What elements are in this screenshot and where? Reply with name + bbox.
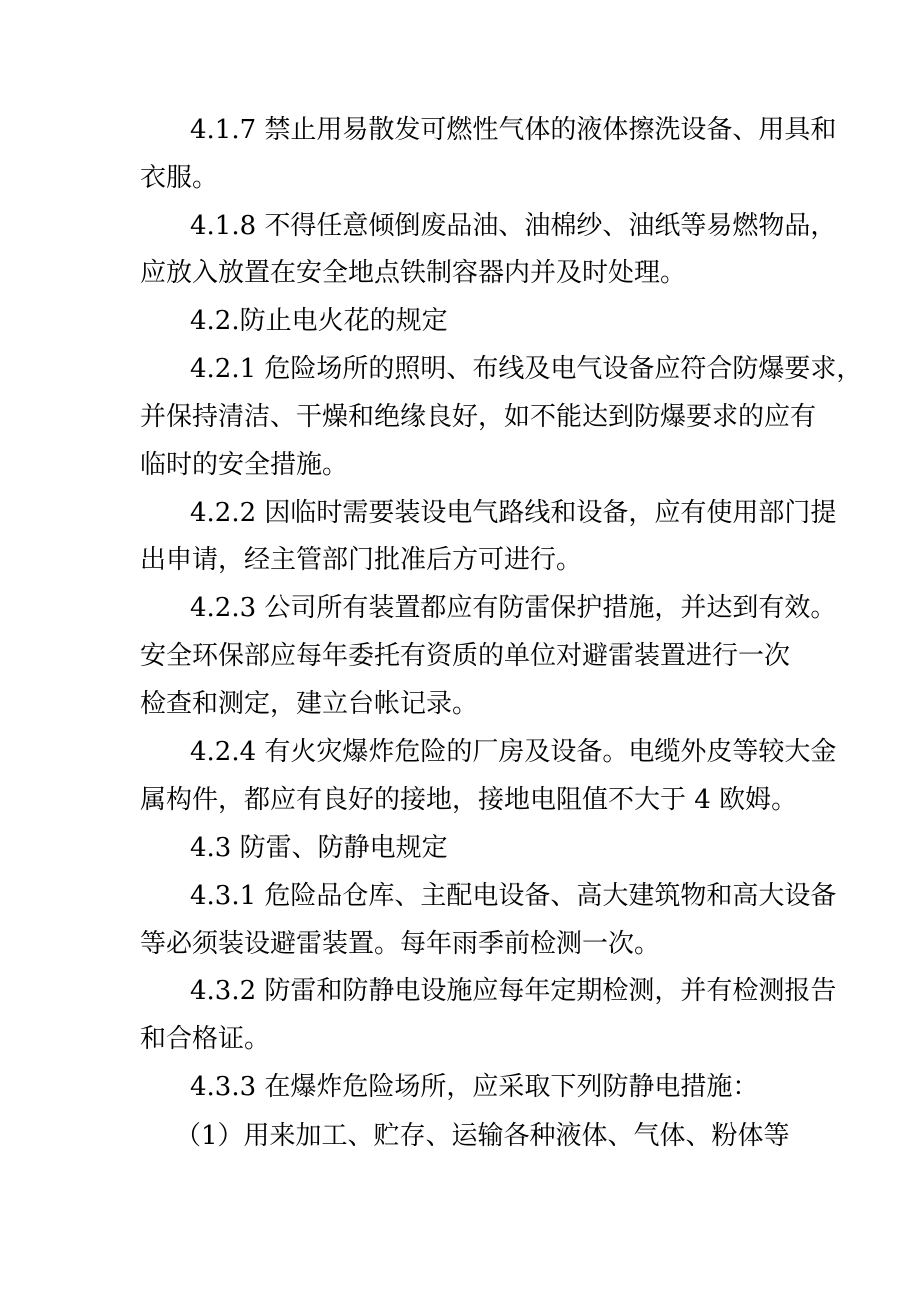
section-heading: 4.2.防止电火花的规定: [190, 306, 448, 336]
text-line: 安全环保部应每年委托有资质的单位对避雷装置进行一次: [140, 641, 791, 671]
text-line: 和合格证。: [140, 1024, 271, 1054]
text-line: 4.3.1 危险品仓库、主配电设备、高大建筑物和高大设备: [190, 881, 837, 911]
section-heading: 4.3 防雷、防静电规定: [190, 833, 448, 863]
list-item: （1）用来加工、贮存、运输各种液体、气体、粉体等: [175, 1121, 790, 1151]
text-line: 检查和测定，建立台帐记录。: [140, 689, 479, 719]
text-line: 4.3.2 防雷和防静电设施应每年定期检测，并有检测报告: [190, 976, 837, 1006]
text-line: 4.1.7 禁止用易散发可燃性气体的液体擦洗设备、用具和: [190, 115, 837, 145]
text-line: 4.3.3 在爆炸危险场所，应采取下列防静电措施：: [190, 1072, 759, 1102]
text-line: 应放入放置在安全地点铁制容器内并及时处理。: [140, 258, 687, 288]
text-line: 出申请，经主管部门批准后方可进行。: [140, 545, 583, 575]
text-line: 临时的安全措施。: [140, 450, 349, 480]
text-line: 并保持清洁、干燥和绝缘良好，如不能达到防爆要求的应有: [140, 402, 817, 432]
text-line: 属构件，都应有良好的接地，接地电阻值不大于 4 欧姆。: [140, 785, 798, 815]
text-line: 4.2.2 因临时需要装设电气路线和设备，应有使用部门提: [190, 498, 837, 528]
text-line: 等必须装设避雷装置。每年雨季前检测一次。: [140, 929, 661, 959]
text-line: 衣服。: [140, 163, 219, 193]
text-line: 4.2.3 公司所有装置都应有防雷保护措施，并达到有效。: [190, 593, 837, 623]
text-line: 4.2.4 有火灾爆炸危险的厂房及设备。电缆外皮等较大金: [190, 737, 837, 767]
text-line: 4.1.8 不得任意倾倒废品油、油棉纱、油纸等易燃物品，: [190, 211, 837, 241]
text-line: 4.2.1 危险场所的照明、布线及电气设备应符合防爆要求，: [190, 354, 863, 384]
